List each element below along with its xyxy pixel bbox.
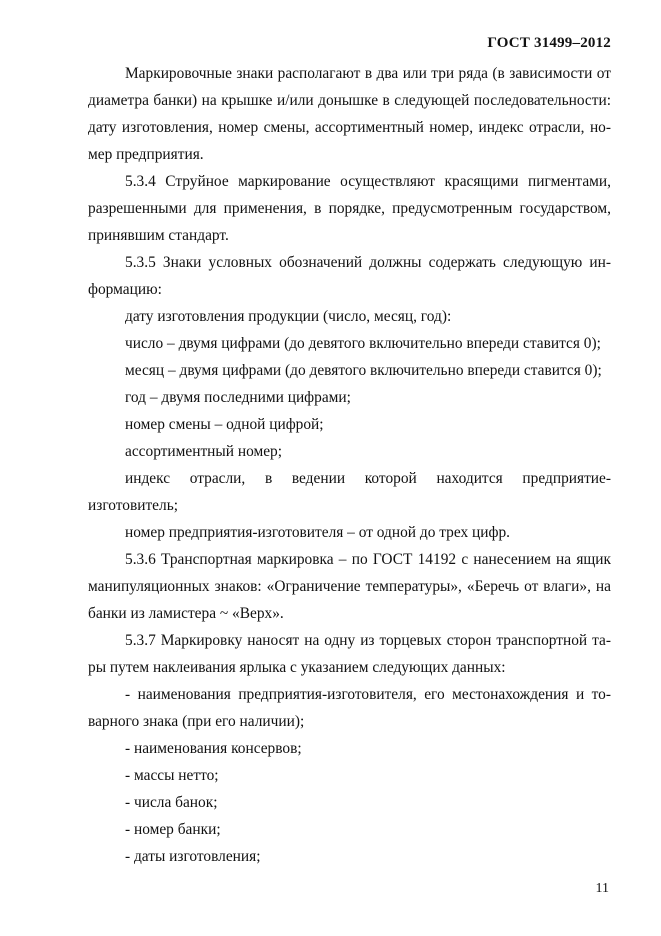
list-item: - наименования консервов; — [125, 740, 302, 757]
list-item: - массы нетто; — [125, 767, 219, 784]
text-line: принявшим стандарт. — [88, 227, 229, 244]
list-item: варного знака (при его наличии); — [88, 713, 305, 730]
list-item: - номер банки; — [125, 821, 221, 838]
text-line: банки из ламистера ~ «Верх». — [88, 605, 284, 622]
text-line: ры путем наклеивания ярлыка с указанием следующих данных: — [88, 659, 506, 676]
section-5-3-5: 5.3.5 Знаки условных обозначений должны содержать следующую ин- — [125, 254, 611, 271]
section-5-3-7: 5.3.7 Маркировку наносят на одну из торцевых сторон транспортной та- — [125, 632, 611, 649]
list-item: месяц – двумя цифрами (до девятого включительно впереди ставится 0); — [125, 362, 602, 379]
list-item: - даты изготовления; — [125, 848, 261, 865]
list-item: номер предприятия-изготовителя – от одной до трех цифр. — [125, 524, 511, 541]
text-line: диаметра банки) на крышке и/или донышке в следующей последовательности: — [88, 92, 611, 109]
list-item: год – двумя последними цифрами; — [125, 389, 351, 406]
section-5-3-4: 5.3.4 Струйное маркирование осуществляют красящими пигментами, — [125, 173, 611, 190]
text-line: Маркировочные знаки располагают в два или три ряда (в зависимости от — [125, 65, 611, 82]
list-item: - наименования предприятия-изготовителя, его местонахождения и то- — [125, 686, 611, 703]
list-item: изготовитель; — [88, 497, 178, 514]
text-line: дату изготовления, номер смены, ассортиментный номер, индекс отрасли, но- — [88, 119, 611, 136]
text-line: формацию: — [88, 281, 162, 298]
list-item: индекс отрасли, в ведении которой находится предприятие- — [125, 470, 611, 487]
list-item: ассортиментный номер; — [125, 443, 283, 460]
section-5-3-6: 5.3.6 Транспортная маркировка – по ГОСТ 14192 с нанесением на ящик — [125, 551, 611, 568]
list-item: номер смены – одной цифрой; — [125, 416, 324, 433]
text-line: разрешенными для применения, в порядке, предусмотренным государством, — [88, 200, 611, 217]
list-item: - числа банок; — [125, 794, 218, 811]
list-item: число – двумя цифрами (до девятого включительно впереди ставится 0); — [125, 335, 601, 352]
text-line: манипуляционных знаков: «Ограничение температуры», «Беречь от влаги», на — [88, 578, 611, 595]
list-item: дату изготовления продукции (число, месяц, год): — [125, 308, 452, 325]
text-line: мер предприятия. — [88, 146, 204, 163]
document-header: ГОСТ 31499–2012 — [487, 35, 611, 51]
page-number: 11 — [595, 881, 609, 896]
